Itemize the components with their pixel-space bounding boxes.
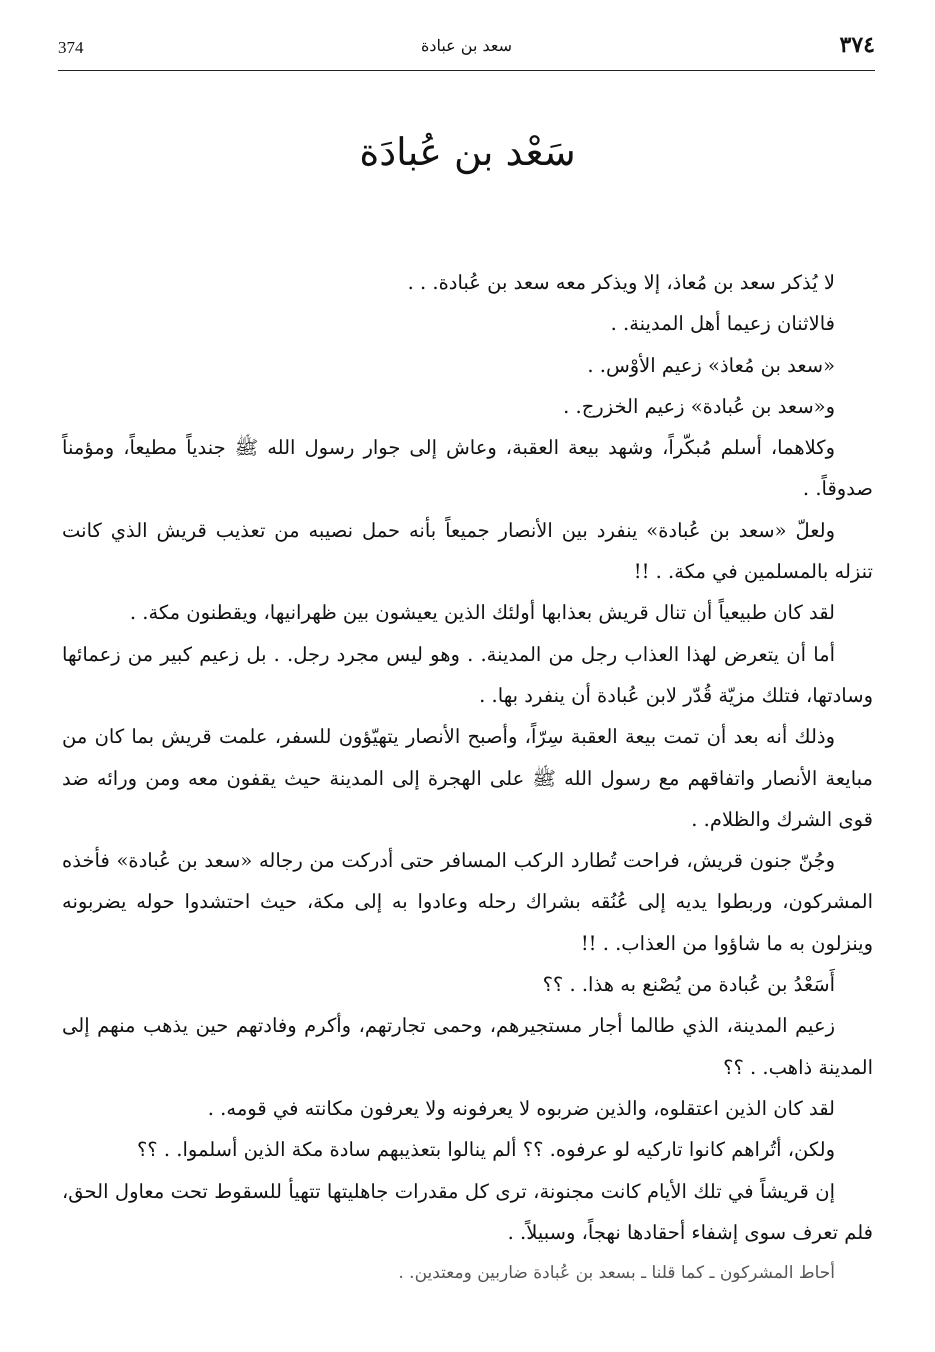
- paragraph: زعيم المدينة، الذي طالما أجار مستجيرهم، وحمى تجارتهم، وأكرم وفادتهم حين يذهب منهم إلى المدينة ذاهب. . ؟؟: [62, 1014, 873, 1079]
- page-number-arabic: ٣٧٤: [839, 32, 875, 58]
- paragraph: لقد كان الذين اعتقلوه، والذين ضربوه لا يعرفونه ولا يعرفون مكانته في قومه. .: [207, 1096, 835, 1120]
- paragraph: وجُنّ جنون قريش، فراحت تُطارد الركب المسافر حتى أدركت من رجاله «سعد بن عُبادة» فأخذه المشركون، وربطوا يديه إلى عُنُقه بشراك رحله وعادوا به إلى مكة، حيث احتشدوا حوله يضربونه وينزلون به ما شاؤوا من العذاب. . !!: [62, 849, 873, 955]
- paragraph: أَسَعْدُ بن عُبادة من يُصْنع به هذا. . ؟؟: [542, 973, 835, 997]
- paragraph: لا يُذكر سعد بن مُعاذ، إلا ويذكر معه سعد بن عُبادة. . .: [407, 271, 835, 294]
- chapter-title: سَعْد بن عُبادَة: [359, 130, 576, 174]
- page-header: [58, 30, 875, 71]
- paragraph: وكلاهما، أسلم مُبكّراً، وشهد بيعة العقبة، وعاش إلى جوار رسول الله ﷺ جندياً مطيعاً، ومؤمناً صدوقاً. .: [62, 436, 873, 501]
- paragraph: ولكن، أتُراهم كانوا تاركيه لو عرفوه. ؟؟ ألم ينالوا بتعذيبهم سادة مكة الذين أسلموا. . ؟؟: [136, 1138, 835, 1162]
- paragraph: إن قريشاً في تلك الأيام كانت مجنونة، ترى كل مقدرات جاهليتها تتهيأ للسقوط تحت معاول الحق، فلم تعرف سوى إشفاء أحقادها نهجاً، وسبيلاً. .: [62, 1179, 873, 1244]
- paragraph: أحاط المشركون ـ كما قلنا ـ بسعد بن عُبادة ضاربين ومعتدين. .: [398, 1263, 835, 1284]
- paragraph: أما أن يتعرض لهذا العذاب رجل من المدينة. . وهو ليس مجرد رجل. . بل زعيم كبير من زعمائها وسادتها، فتلك مزيّة قُدّر لابن عُبادة أن ينفرد بها. .: [62, 642, 873, 707]
- paragraph: «سعد بن مُعاذ» زعيم الأوْس. .: [587, 353, 835, 377]
- paragraph: فالاثنان زعيما أهل المدينة. .: [610, 312, 835, 336]
- paragraph: وذلك أنه بعد أن تمت بيعة العقبة سِرّاً، وأصبح الأنصار يتهيّؤون للسفر، علمت قريش بما كان من مبايعة الأنصار واتفاقهم مع رسول الله ﷺ على الهجرة إلى المدينة حيث يقفون معه ومن ورائه ضد قوى الشرك والظلام. .: [62, 725, 873, 831]
- body-text: [62, 262, 873, 1294]
- paragraph: لقد كان طبيعياً أن تنال قريش بعذابها أولئك الذين يعيشون بين ظهرانيها، ويقطنون مكة. .: [129, 601, 835, 625]
- paragraph: و«سعد بن عُبادة» زعيم الخزرج. .: [563, 394, 835, 418]
- paragraph: ولعلّ «سعد بن عُبادة» ينفرد بين الأنصار جميعاً بأنه حمل نصيبه من تعذيب قريش الذي كانت تنزله بالمسلمين في مكة. . !!: [62, 518, 873, 584]
- running-head: سعد بن عبادة: [420, 36, 513, 55]
- page-number-latin: 374: [58, 38, 84, 57]
